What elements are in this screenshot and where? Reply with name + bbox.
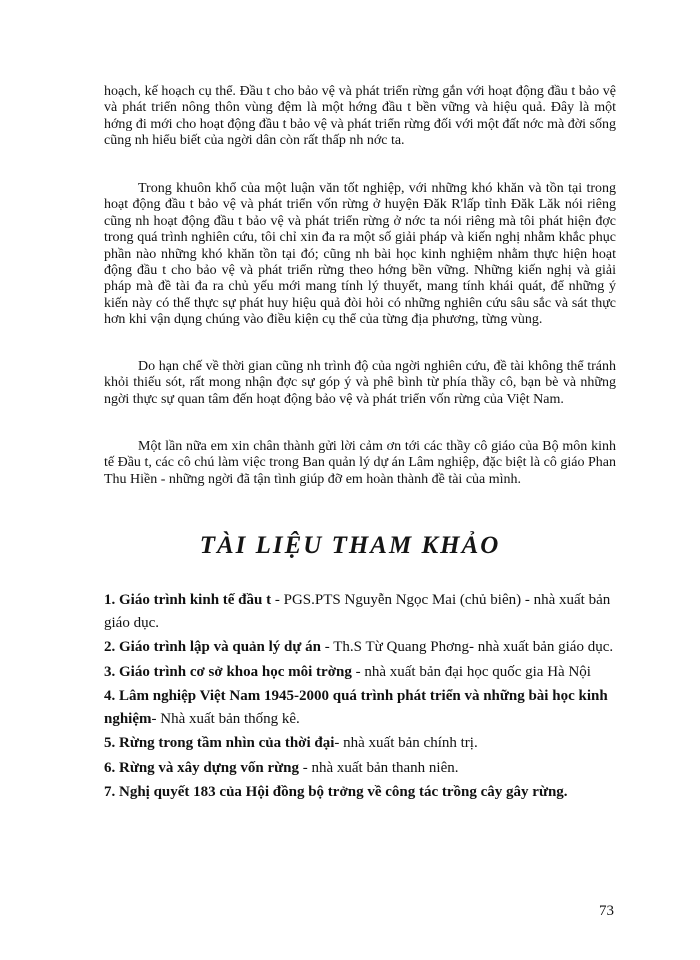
- reference-source: - PGS.PTS Nguyễn Ngọc Mai (chủ biên) - nhà xuất bản giáo dục.: [104, 592, 611, 631]
- reference-title: 5. Rừng trong tầm nhìn của thời đại: [104, 735, 335, 751]
- references-heading: TÀI LIỆU THAM KHẢO: [199, 532, 501, 559]
- paragraph-2: Trong khuôn khổ của một luận văn tốt nghiệp, với những khó khăn và tồn tại trong hoạt động đầu t bảo vệ và phát triển vốn rừng ở huyện Đăk R'lấp tỉnh Đăk Lăk nói riêng cũng nh hoạt động đầu t bảo vệ và phát triển rừng ở nớc ta nói riêng mà tôi phát hiện đợc trong quá trình nghiên cứu, tôi chỉ xin đa ra một số giải pháp và kiến nghị nhằm khắc phục phần nào những khó khăn tồn tại đó; cũng nh bài học kinh nghiệm nhằm thực hiện hoạt động đầu t cho bảo vệ và phát triển rừng theo hớng bền vững. Những kiến nghị và giải pháp mà đề tài đa ra chủ yếu mới mang tính lý thuyết, mang tính khái quát, để những ý kiến này có thể thực sự phát huy hiệu quả đòi hỏi có những nghiên cứu sâu sắc và sát thực hơn khi vận dụng chúng vào điều kiện cụ thể của từng địa phương, từng vùng.: [104, 181, 616, 328]
- reference-source: - Th.S Từ Quang Phơng- nhà xuất bản giáo dục.: [320, 639, 614, 655]
- references-list: [104, 589, 624, 806]
- reference-title: 4. Lâm nghiệp Việt Nam 1945-2000 quá trình phát triển và những bài học kinh nghiệm: [104, 688, 608, 727]
- reference-item: [104, 661, 624, 684]
- reference-source: - Nhà xuất bản thống kê.: [151, 710, 300, 727]
- reference-title: 7. Nghị quyết 183 của Hội đồng bộ trởng về công tác trồng cây gây rừng.: [104, 784, 568, 800]
- reference-item: [104, 636, 624, 659]
- reference-source: - nhà xuất bản đại học quốc gia Hà Nội: [351, 663, 591, 680]
- paragraph-1: hoạch, kế hoạch cụ thể. Đầu t cho bảo vệ và phát triển rừng gắn với hoạt động đầu t bảo vệ và phát triển nông thôn vùng đệm là một hớng đầu t bền vững và hiệu quả. Đây là một hớng đi mới cho hoạt động đầu t bảo vệ và phát triển rừng đối với một đất nớc mà đời sống cũng nh hiểu biết của ngời dân còn rất thấp nh nớc ta.: [104, 84, 616, 149]
- reference-item: [104, 589, 624, 634]
- reference-title: 3. Giáo trình cơ sở khoa học môi trờng: [104, 663, 352, 680]
- reference-title: 1. Giáo trình kinh tế đầu t: [104, 592, 275, 608]
- reference-source: - nhà xuất bản chính trị.: [334, 735, 478, 751]
- reference-title: 2. Giáo trình lập và quản lý dự án: [104, 639, 321, 655]
- reference-item: [104, 757, 624, 780]
- reference-item: [104, 685, 624, 730]
- paragraph-3: Do hạn chế về thời gian cũng nh trình độ của ngời nghiên cứu, đề tài không thể tránh khỏi thiếu sót, rất mong nhận đợc sự góp ý và phê bình từ phía thầy cô, bạn bè và những ngời thực sự quan tâm đến hoạt động bảo vệ và phát triển vốn rừng của Việt Nam.: [104, 359, 616, 407]
- reference-source: - nhà xuất bản thanh niên.: [298, 759, 459, 776]
- page-number: 73: [599, 903, 614, 919]
- reference-item: [104, 781, 624, 804]
- paragraph-4: Một lần nữa em xin chân thành gửi lời cảm ơn tới các thầy cô giáo của Bộ môn kinh tế Đầu t, các cô chú làm việc trong Ban quản lý dự án Lâm nghiệp, đặc biệt là cô giáo Phan Thu Hiền - những ngời đã tận tình giúp đỡ em hoàn thành đề tài của mình.: [104, 439, 616, 487]
- reference-item: [104, 732, 624, 755]
- reference-title: 6. Rừng và xây dựng vốn rừng: [104, 759, 299, 776]
